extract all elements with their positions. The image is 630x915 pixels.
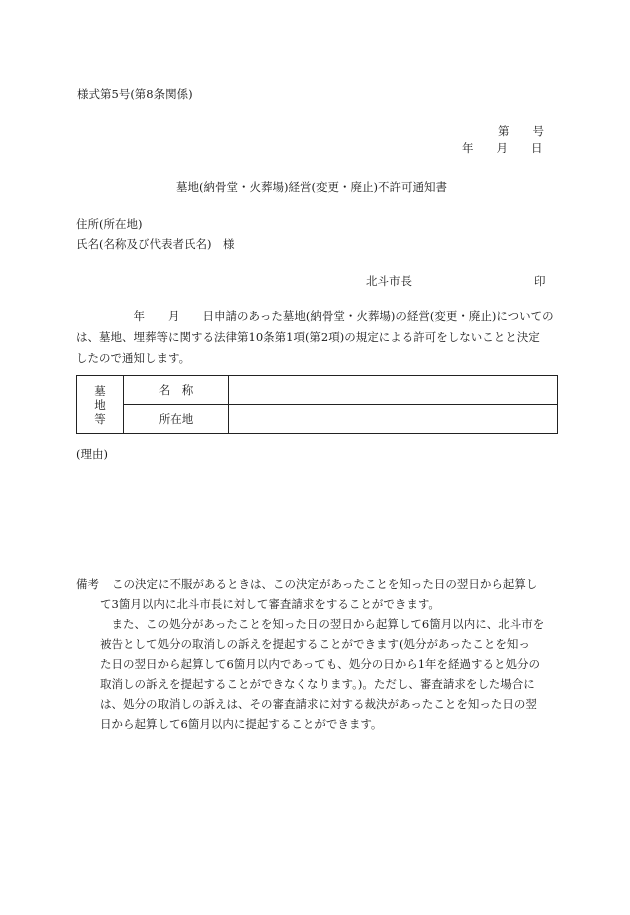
remarks-line: また、この処分があったことを知った日の翌日から起算して6箇月以内に、北斗市を: [100, 617, 545, 631]
document-number-line: 第 号: [498, 124, 544, 138]
remarks-line: 取消しの訴えを提起することができなくなります。)。ただし、審査請求をした場合に: [100, 677, 535, 691]
recipient-name-label: 氏名(名称及び代表者氏名) 様: [76, 237, 235, 251]
remarks-line: た日の翌日から起算して6箇月以内であっても、処分の日から1年を経過すると処分の: [100, 657, 541, 671]
group-label-char: 墓: [94, 383, 106, 398]
name-value-cell: [229, 376, 558, 405]
form-number: 様式第5号(第8条関係): [77, 87, 193, 101]
remarks-line: は、処分の取消しの訴えは、その審査請求に対する裁決があったことを知った日の翌: [100, 697, 537, 711]
issuer-name: 北斗市長: [366, 274, 412, 288]
notice-body-line: したので通知します。: [76, 351, 191, 365]
table-row: [77, 376, 558, 405]
grave-group-label: [77, 376, 124, 434]
notice-body-line: は、墓地、埋葬等に関する法律第10条第1項(第2項)の規定による許可をしないことと決定: [76, 330, 540, 344]
reason-label: (理由): [76, 447, 108, 461]
grave-info-table: [76, 375, 558, 434]
remarks-line: 被告として処分の取消しの訴えを提起することができます(処分があったことを知っ: [100, 637, 530, 651]
group-label-char: 地: [94, 397, 106, 412]
location-value-cell: [229, 405, 558, 434]
notice-body: [76, 306, 558, 369]
seal-mark: 印: [534, 274, 546, 288]
recipient-address-label: 住所(所在地): [76, 217, 143, 231]
location-label-cell: 所在地: [124, 405, 229, 434]
remarks-line: 日から起算して6箇月以内に提起することができます。: [100, 717, 383, 731]
document-title: 墓地(納骨堂・火葬場)経営(変更・廃止)不許可通知書: [176, 180, 447, 194]
table-row: [77, 405, 558, 434]
remarks-section: [76, 574, 562, 734]
date-line: 年 月 日: [462, 141, 543, 155]
remarks-line: て3箇月以内に北斗市長に対して審査請求をすることができます。: [100, 597, 440, 611]
remarks-line: この決定に不服があるときは、この決定があったことを知った日の翌日から起算し: [112, 577, 538, 591]
group-label-char: 等: [94, 411, 106, 426]
notice-body-line: 年 月 日申請のあった墓地(納骨堂・火葬場)の経営(変更・廃止)についての: [76, 309, 554, 323]
name-label-cell: 名 称: [124, 376, 229, 405]
remarks-heading: 備考: [76, 577, 99, 591]
